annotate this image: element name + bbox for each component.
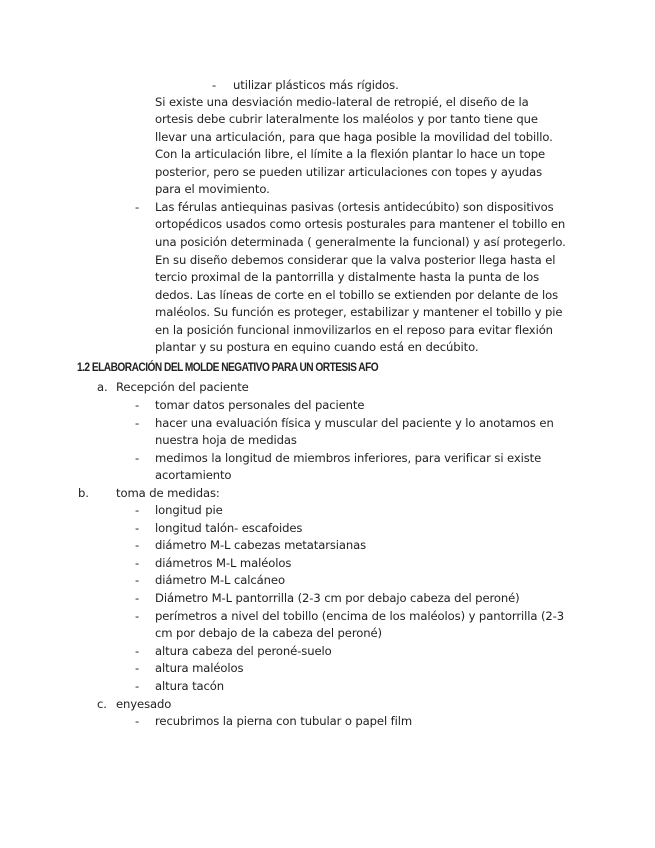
list-item: altura maléolos bbox=[155, 661, 244, 675]
list-marker-a: a. bbox=[97, 380, 108, 394]
paragraph-line: una posición determinada ( generalmente la funcional) y así protegerlo. bbox=[155, 235, 566, 249]
paragraph-line: En su diseño debemos considerar que la valva posterior llega hasta el bbox=[155, 253, 556, 267]
list-marker-c: c. bbox=[97, 697, 107, 711]
paragraph-line: Las férulas antiequinas pasivas (ortesis antidecúbito) son dispositivos bbox=[155, 200, 554, 214]
list-item-continuation: acortamiento bbox=[155, 468, 232, 482]
list-item-continuation: cm por debajo de la cabeza del peroné) bbox=[155, 626, 382, 640]
paragraph-line: dedos. Las líneas de corte en el tobillo se extienden por delante de los bbox=[155, 288, 559, 302]
sub-item-text: utilizar plásticos más rígidos. bbox=[233, 78, 399, 92]
paragraph-line: tercio proximal de la pantorrilla y distalmente hasta la punta de los bbox=[155, 270, 540, 284]
list-item: diámetro M-L calcáneo bbox=[155, 573, 285, 587]
list-title-b: toma de medidas: bbox=[116, 486, 220, 500]
list-title-c: enyesado bbox=[116, 697, 172, 711]
list-item-continuation: nuestra hoja de medidas bbox=[155, 433, 297, 447]
paragraph-line: maléolos. Su función es proteger, estabilizar y mantener el tobillo y pie bbox=[155, 305, 563, 319]
bullet-dash: - bbox=[135, 661, 140, 675]
list-item: hacer una evaluación física y muscular del paciente y lo anotamos en bbox=[155, 416, 554, 430]
paragraph-line: plantar y su postura en equino cuando está en decúbito. bbox=[155, 340, 479, 354]
bullet-dash: - bbox=[135, 503, 140, 517]
bullet-dash: - bbox=[135, 679, 140, 693]
paragraph-line: llevar una articulación, para que haga posible la movilidad del tobillo. bbox=[155, 130, 553, 144]
list-item: longitud talón- escafoides bbox=[155, 521, 303, 535]
bullet-dash: - bbox=[135, 556, 140, 570]
list-marker-b: b. bbox=[78, 486, 89, 500]
bullet-dash: - bbox=[135, 573, 140, 587]
paragraph-line: para el movimiento. bbox=[155, 182, 270, 196]
bullet-dash: - bbox=[135, 591, 140, 605]
paragraph-line: ortopédicos usados como ortesis posturales para mantener el tobillo en bbox=[155, 217, 566, 231]
bullet-dash: - bbox=[135, 644, 140, 658]
list-title-a: Recepción del paciente bbox=[116, 380, 249, 394]
paragraph-line: ortesis debe cubrir lateralmente los maléolos y por tanto tiene que bbox=[155, 112, 538, 126]
section-heading: 1.2 ELABORACIÓN DEL MOLDE NEGATIVO PARA UN ORTESIS AFO bbox=[77, 360, 379, 374]
paragraph-line: Con la articulación libre, el límite a la flexión plantar lo hace un tope bbox=[155, 147, 546, 161]
list-item: medimos la longitud de miembros inferiores, para verificar si existe bbox=[155, 451, 542, 465]
list-item: perímetros a nivel del tobillo (encima de los maléolos) y pantorrilla (2-3 bbox=[155, 609, 565, 623]
bullet-dash: - bbox=[135, 451, 140, 465]
list-item: altura cabeza del peroné-suelo bbox=[155, 644, 332, 658]
bullet-dash: - bbox=[135, 521, 140, 535]
bullet-dash: - bbox=[135, 200, 140, 214]
bullet-dash: - bbox=[212, 78, 217, 92]
list-item: diámetros M-L maléolos bbox=[155, 556, 292, 570]
paragraph-line: posterior, pero se pueden utilizar articulaciones con topes y ayudas bbox=[155, 165, 543, 179]
list-item: altura tacón bbox=[155, 679, 225, 693]
paragraph-line: Si existe una desviación medio-lateral de retropié, el diseño de la bbox=[155, 95, 529, 109]
paragraph-line: en la posición funcional inmovilizarlos en el reposo para evitar flexión bbox=[155, 323, 553, 337]
bullet-dash: - bbox=[135, 609, 140, 623]
bullet-dash: - bbox=[135, 538, 140, 552]
bullet-dash: - bbox=[135, 714, 140, 728]
bullet-dash: - bbox=[135, 416, 140, 430]
bullet-dash: - bbox=[135, 398, 140, 412]
list-item: recubrimos la pierna con tubular o papel film bbox=[155, 714, 413, 728]
list-item: Diámetro M-L pantorrilla (2-3 cm por debajo cabeza del peroné) bbox=[155, 591, 520, 605]
list-item: diámetro M-L cabezas metatarsianas bbox=[155, 538, 367, 552]
list-item: longitud pie bbox=[155, 503, 223, 517]
list-item: tomar datos personales del paciente bbox=[155, 398, 365, 412]
